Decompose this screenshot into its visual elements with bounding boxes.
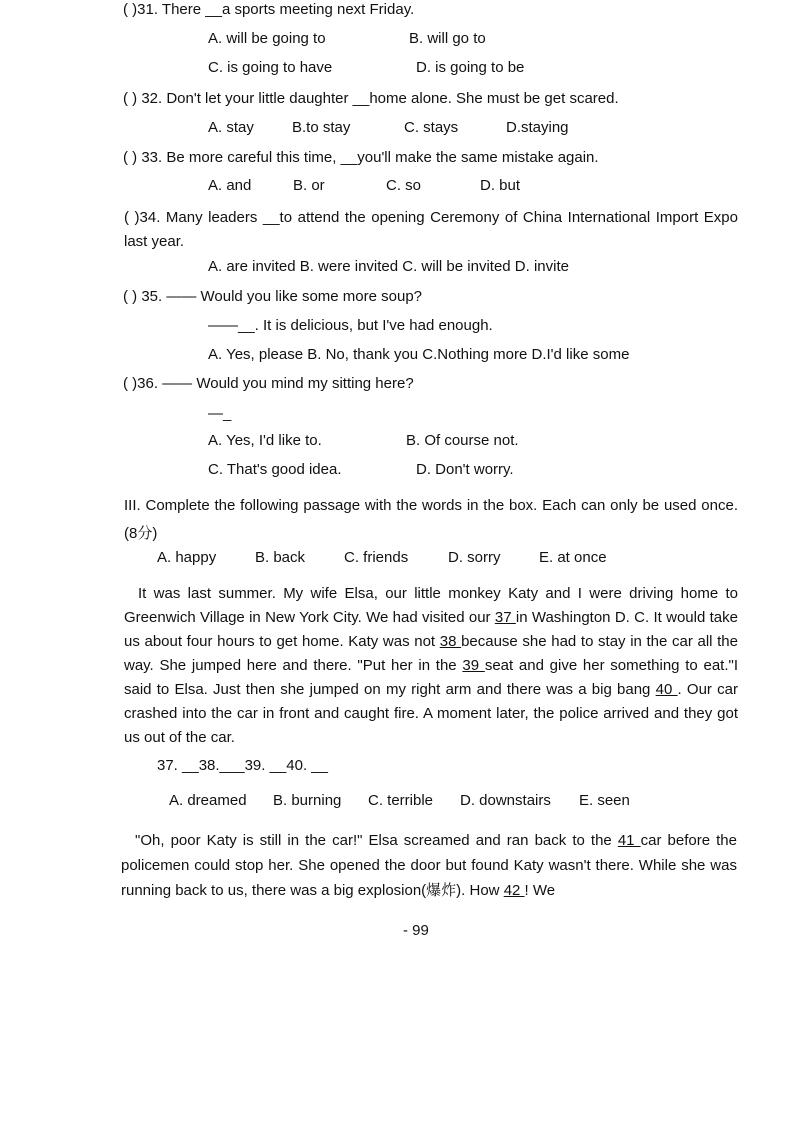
q33-options <box>208 177 520 195</box>
blank-38: 38 <box>439 633 462 650</box>
word-box-2-c: C. terrible <box>368 792 434 809</box>
q36-options-row1 <box>208 432 519 450</box>
q32-option-b: B.to stay <box>292 119 351 136</box>
q31-option-d: D. is going to be <box>416 59 525 76</box>
q32-options <box>208 119 569 137</box>
question-33: ( ) 33. Be more careful this time, __you'll make the same mistake again. <box>123 149 599 166</box>
word-box-1-e: E. at once <box>539 549 607 566</box>
passage-1 <box>124 582 738 750</box>
blank-41: 41 <box>617 832 641 849</box>
word-box-1-c: C. friends <box>344 549 409 566</box>
passage-1-text-1: It was last summer. My wife Elsa, our little monkey Katy and I were driving home to Greenwich Village in New York City. We had visited our <box>124 585 738 626</box>
q34-options: A. are invited B. were invited C. will be invited D. invite <box>208 258 569 275</box>
question-31: ( )31. There __a sports meeting next Friday. <box>123 1 415 18</box>
question-32: ( ) 32. Don't let your little daughter __home alone. She must be get scared. <box>123 90 619 107</box>
q36-reply: —_ <box>208 405 232 422</box>
word-box-2 <box>169 792 630 810</box>
q35-options: A. Yes, please B. No, thank you C.Nothing more D.I'd like some <box>208 346 630 363</box>
answers-37-40: 37. __38.___39. __40. __ <box>157 757 328 774</box>
word-box-1-d: D. sorry <box>448 549 501 566</box>
q33-option-a: A. and <box>208 177 252 194</box>
passage-1-text-3: because she had to stay in the car all the way. She jumped here and there. "Put her in the <box>124 633 738 674</box>
word-box-2-a: A. dreamed <box>169 792 247 809</box>
question-36: ( )36. —— Would you mind my sitting here? <box>123 375 414 392</box>
q31-option-c: C. is going to have <box>208 59 333 76</box>
q31-option-a: A. will be going to <box>208 30 326 47</box>
q35-reply: ——__. It is delicious, but I've had enough. <box>208 317 493 334</box>
question-34: ( )34. Many leaders __to attend the opening Ceremony of China International Import Expo last year. <box>124 209 738 250</box>
passage-1-text-2: in Washington D. C. It would take us about four hours to get home. Katy was not <box>124 609 738 650</box>
q36-option-a: A. Yes, I'd like to. <box>208 432 322 449</box>
q36-option-d: D. Don't worry. <box>416 461 514 478</box>
blank-40: 40 <box>655 681 678 698</box>
word-box-2-b: B. burning <box>273 792 342 809</box>
q36-option-c: C. That's good idea. <box>208 461 342 478</box>
passage-2 <box>121 828 737 903</box>
q36-option-b: B. Of course not. <box>406 432 519 449</box>
question-35: ( ) 35. —— Would you like some more soup? <box>123 288 423 305</box>
q31-options-row2 <box>208 59 524 77</box>
q31-options-row1 <box>208 30 486 48</box>
word-box-2-e: E. seen <box>579 792 630 809</box>
blank-42: 42 <box>503 882 525 899</box>
q32-option-a: A. stay <box>208 119 254 136</box>
page-number: - 99 <box>403 922 429 939</box>
passage-2-text-2: car before the policemen could stop her. She opened the door but found Katy wasn't there. While she was running back to us, there was a big explosion(爆炸). How <box>121 832 737 899</box>
q33-option-b: B. or <box>293 177 325 194</box>
word-box-2-d: D. downstairs <box>460 792 551 809</box>
q31-option-b: B. will go to <box>409 30 486 47</box>
q33-option-c: C. so <box>386 177 422 194</box>
passage-2-text-3: ! We <box>524 882 556 899</box>
q32-option-c: C. stays <box>404 119 459 136</box>
q36-options-row2 <box>208 461 514 479</box>
blank-39: 39 <box>462 657 485 674</box>
word-box-1 <box>157 549 607 567</box>
passage-2-text-1: "Oh, poor Katy is still in the car!" Elsa screamed and ran back to the <box>135 832 618 849</box>
blank-37: 37 <box>494 609 516 626</box>
passage-1-text-4: seat and give her something to eat."I said to Elsa. Just then she jumped on my right arm and there was a big bang <box>124 657 739 698</box>
q32-option-d: D.staying <box>506 119 569 136</box>
word-box-1-b: B. back <box>255 549 306 566</box>
section-3-heading: III. Complete the following passage with the words in the box. Each can only be used once. (8分) <box>124 497 738 542</box>
word-box-1-a: A. happy <box>157 549 217 566</box>
q33-option-d: D. but <box>480 177 521 194</box>
passage-1-text-5: . Our car crashed into the car in front and caught fire. A moment later, the police arrived and they got us out of the car. <box>124 681 738 746</box>
